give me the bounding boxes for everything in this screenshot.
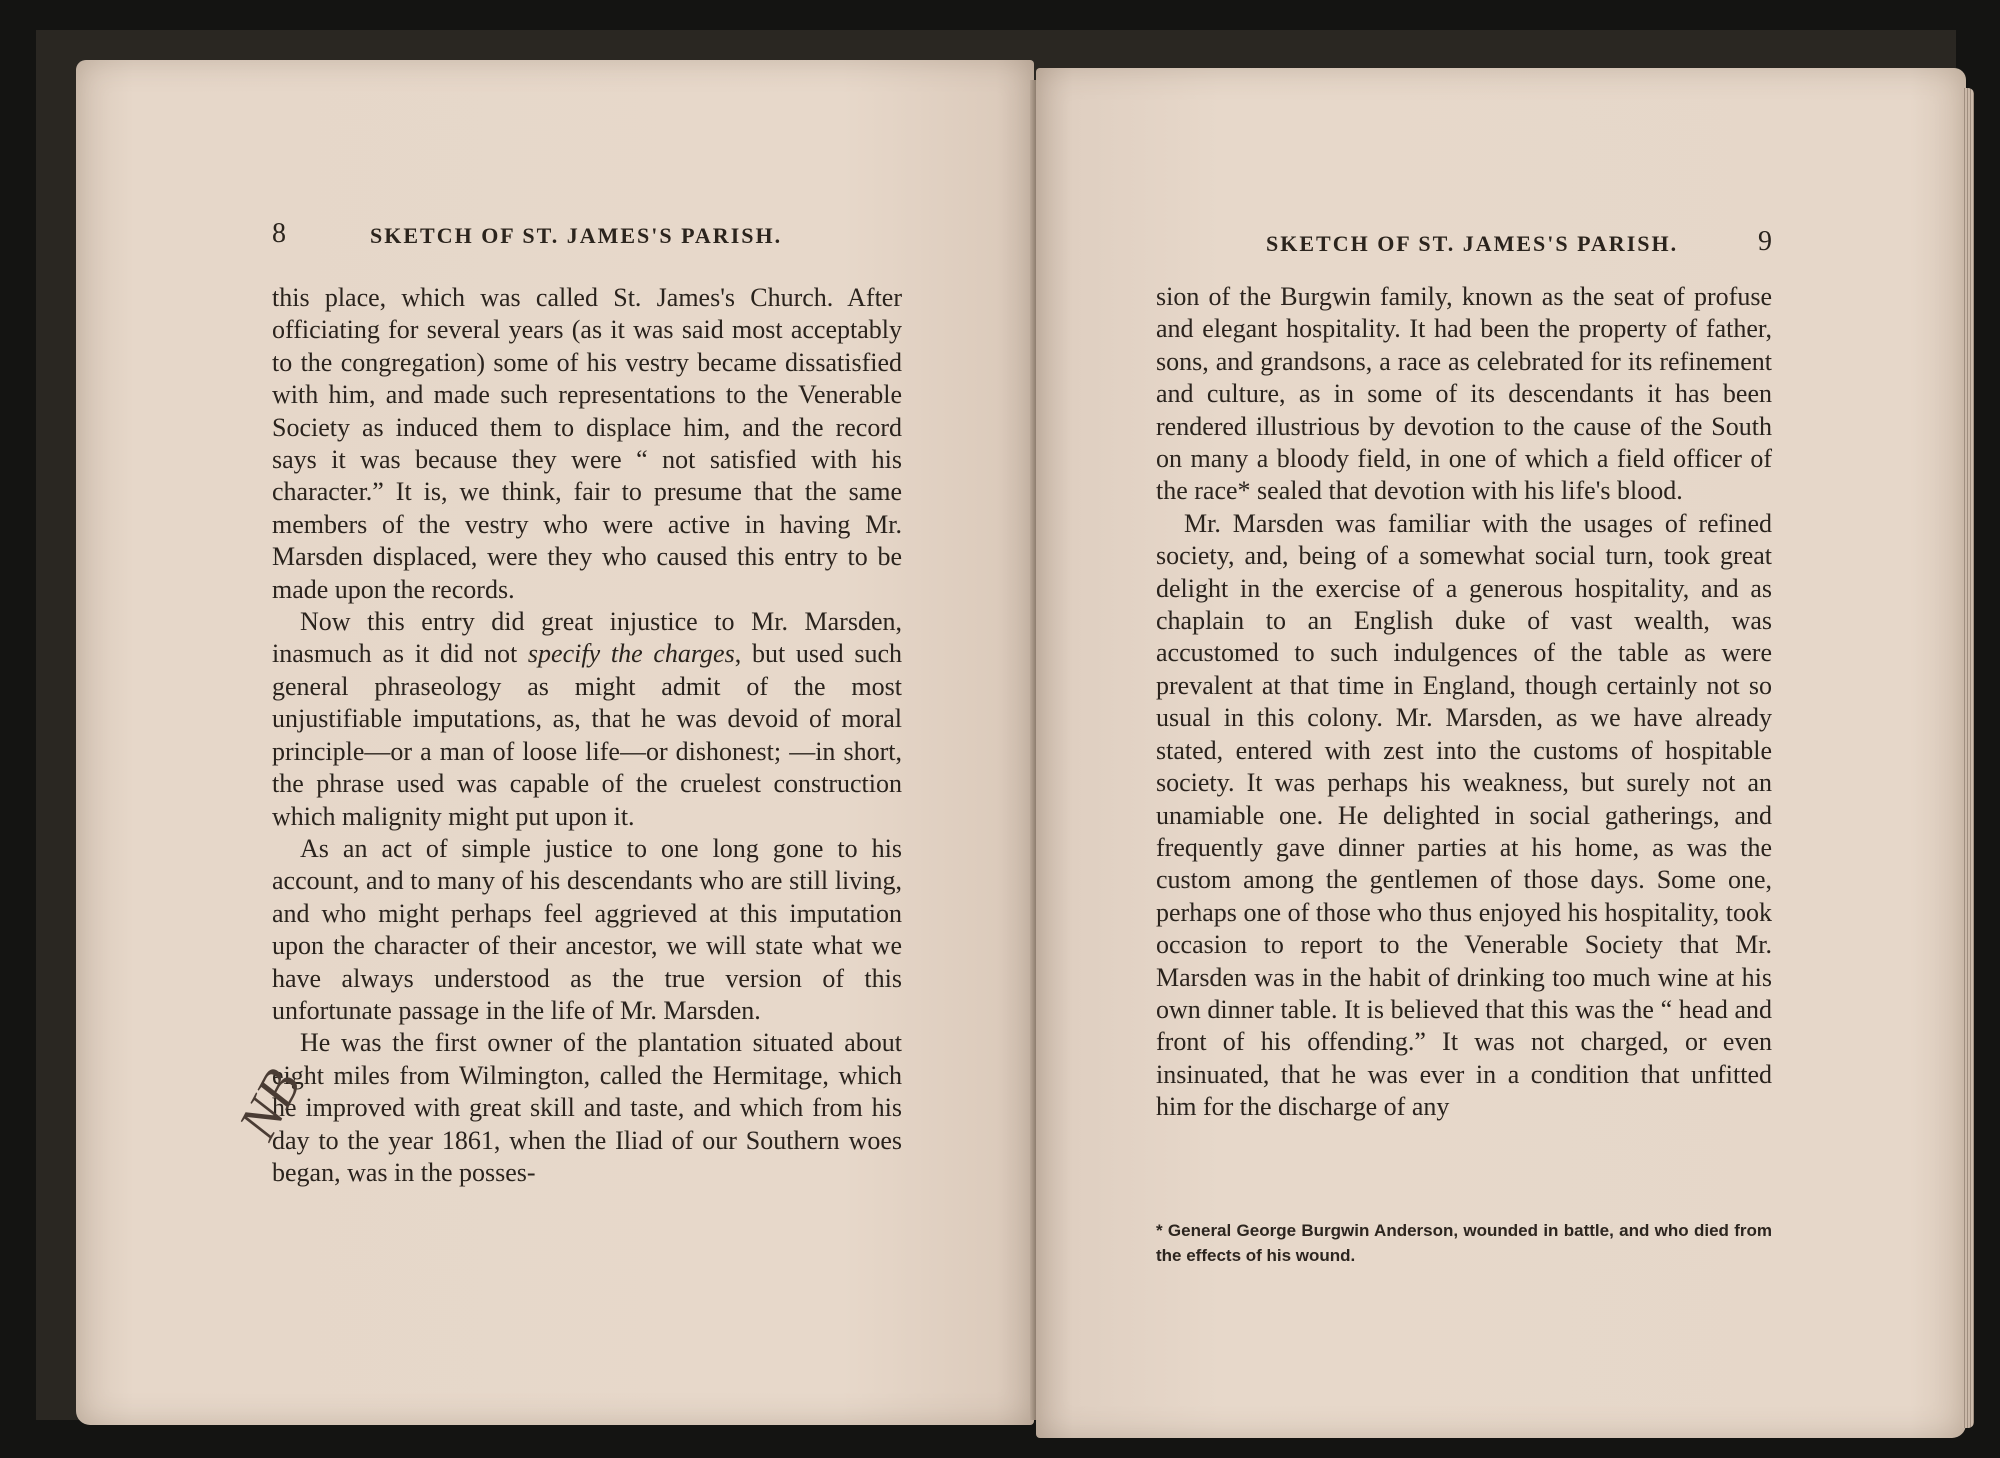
handwritten-margin-note: NB xyxy=(226,1059,313,1149)
page-number-left: 8 xyxy=(272,218,286,249)
footnote: * General George Burgwin Anderson, wounded in battle, and who died from the effects of his wound. xyxy=(1156,1221,1772,1265)
page-edge-stack xyxy=(1962,88,1974,1428)
open-book xyxy=(36,30,1956,1420)
paragraph: sion of the Burgwin family, known as the seat of profuse and elegant hospitality. It had been the property of father, sons, and grandsons, a race as celebrated for its refinement and culture, as in some of its descendants it has been rendered illustrious by devotion to the cause of the South on many a bloody field, in one of which a field officer of the race* sealed that devotion with his life's blood. xyxy=(1156,282,1772,506)
paragraph: As an act of simple justice to one long gone to his account, and to many of his descendants who are still living, and who might perhaps feel aggrieved at this imputation upon the character of their ancestor, we will state what we have always understood as the true version of this unfortunate passage in the life of Mr. Marsden. xyxy=(272,833,902,1025)
paragraph: He was the first owner of the plantation situated about eight miles from Wilmington, called the Hermitage, which he improved with great skill and taste, and which from his day to the year 1861, when the Iliad of our Southern woes began, was in the posses- xyxy=(272,1028,902,1187)
running-head-left: SKETCH OF ST. JAMES'S PARISH. xyxy=(370,223,783,248)
paragraph xyxy=(272,606,902,833)
italic-phrase: specify the charges xyxy=(527,639,735,669)
paragraph: Mr. Marsden was familiar with the usages of refined society, and, being of a somewhat social turn, took great delight in the exercise of a generous hospitality, and as chaplain to an English duke of vast wealth, was accustomed to such indulgences of the table as were prevalent at that time in England, though certainly not so usual in this colony. Mr. Marsden, as we have already stated, entered with zest into the customs of hospitable society. It was perhaps his weakness, but surely not an unamiable one. He delighted in social gatherings, and frequently gave dinner parties at his home, as was the custom among the gentlemen of those days. Some one, perhaps one of those who thus enjoyed his hospitality, took occasion to report to the Venerable Society that Mr. Marsden was in the habit of drinking too much wine at his own dinner table. It is believed that this was the “ head and front of his offending.” It was not charged, or even insinuated, that he was ever in a condition that unfitted him for the discharge of any xyxy=(1156,508,1772,1122)
left-page xyxy=(76,60,1034,1425)
para-end: , but used such general phraseology as might admit of the most unjustifiable imputations, as, that he was devoid of moral principle—or a man of loose life—or dishonest; —in short, the phrase used was capable of the cruelest construction which malignity might put upon it. xyxy=(272,639,902,831)
para-start: Now this entry did great injustice to Mr. Marsden, inasmuch as it did not xyxy=(272,607,902,669)
left-text-column xyxy=(272,282,902,1189)
right-page xyxy=(1036,68,1966,1438)
right-text-column xyxy=(1156,281,1772,1124)
paragraph: this place, which was called St. James's Church. After officiating for several years (as it was said most acceptably to the congregation) some of his vestry became dissatisfied with him, and made such representations to the Venerable Society as induced them to displace him, and the record says it was because they were “ not satisfied with his character.” It is, we think, fair to presume that the same members of the vestry who were active in having Mr. Marsden displaced, were they who caused this entry to be made upon the records. xyxy=(272,283,902,604)
running-head-right: SKETCH OF ST. JAMES'S PARISH. xyxy=(1266,231,1679,256)
page-number-right: 9 xyxy=(1758,226,1772,257)
